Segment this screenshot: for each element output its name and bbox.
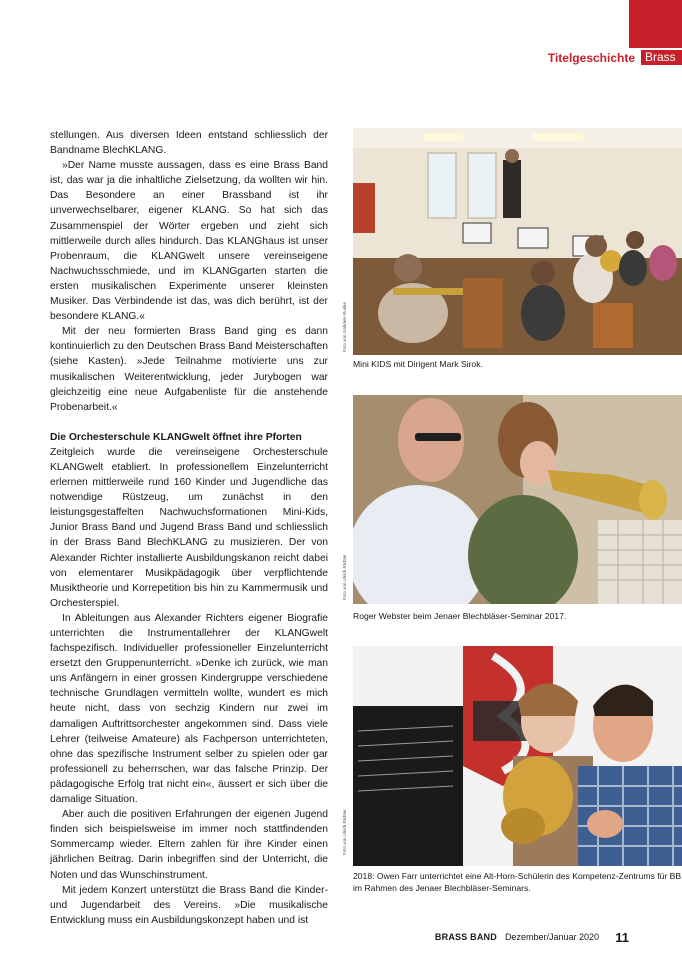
article-column (50, 128, 328, 928)
horn-lesson-illustration (353, 646, 682, 866)
rehearsal-illustration (353, 128, 682, 355)
magazine-name: BRASS BAND (434, 932, 497, 942)
photo-farr-lesson (353, 646, 682, 866)
photo-webster-seminar (353, 395, 682, 604)
article-paragraph: In Ableitungen aus Alexander Richters eigener Biografie unterrichten die Instrumentallehrer der KLANGwelt fachspezifisch. Individueller professioneller Einzelunterricht ersetzt den Gruppenunterricht. »Denke ich zurück, wie man uns Anfängern in einer grossen Kindergruppe verschiedene technische Grundlagen vermitteln wollte, wundert es mich heute nicht, dass von sechzig Kindern nur zwei im damaligen Auftrittsorchester angekommen sind. Dass viele Lehrer (teilweise Amateure) als Fachperson unterrichteten, ohne das spezifische Instrument selber zu spielen oder gar professionell zu beherrschen, war das falsche Prinzip. Der pädagogische Erfolg trat nicht ein«, äussert er sich über die damalige Situation. (50, 612, 328, 806)
article-paragraph: Mit jedem Konzert unterstützt die Brass Band die Kinder- und Jugendarbeit des Vereins. »Die musikalische Entwicklung muss ein Ausbildungskonzept haben und ist (50, 884, 328, 926)
trumpet-lesson-illustration (353, 395, 682, 604)
article-paragraph: Zeitgleich wurde die vereinseigene Orchesterschule KLANGwelt etabliert. In professionellem Einzelunterricht erlernen mittlerweile rund 160 Kinder und Jugendliche das notwendige Rüstzeug, um zunächst in den leistungsgestaffelten Nachwuchsformationen Mini-Kids, Junior Brass Band und Jugend Brass Band und schliesslich in der Brass Band BlechKLANG zu musizieren. Der von Alexander Richter installierte Ausbildungskanon reicht dabei von elementarer Musikpädagogik über verpflichtende Musiktheorie und Korrepetition bis hin zu Kammermusik und Orchesterspiel. (50, 446, 328, 609)
article-paragraph: Aber auch die positiven Erfahrungen der eigenen Jugend finden sich beispielsweise im immer noch stattfindenden Sommercamp wieder. Eltern zahlen für ihre Kinder einen jährlichen Beitrag. Darin inbegriffen sind der Unterricht, die Noten und das Wunschinstrument. (50, 809, 328, 881)
photo-caption-2: Roger Webster beim Jenaer Blechbläser-Seminar 2017. (353, 611, 567, 621)
section-header (548, 50, 682, 65)
photo-credit-1: Foto von Gabriele Runke (342, 301, 347, 352)
issue-date: Dezember/Januar 2020 (504, 932, 599, 942)
article-paragraphs-b (50, 445, 328, 928)
photo-credit-2: Foto von Ulrich Richter (342, 554, 347, 600)
article-paragraph: Mit der neu formierten Brass Band ging es dann kontinuierlich zu den Deutschen Brass Band Meisterschaften (siehe Kasten). »Jede Teilnahme motivierte uns zur musikalischen Weiterentwicklung, jeder Jurybogen war gleichzeitig eine neue Aufgabenliste für die anstehende Probenarbeit.« (50, 326, 328, 413)
photo-mini-kids-rehearsal (353, 128, 682, 355)
article-paragraphs-a (50, 128, 328, 415)
photo-caption-1: Mini KIDS mit Dirigent Mark Sirok. (353, 359, 483, 369)
photo-caption-3: 2018: Owen Farr unterrichtet eine Alt-Horn-Schülerin des Kompetenz-Zentrums für BB im Rahmen des Jenaer Blechbläser-Seminars. (353, 871, 682, 893)
article-paragraph: »Der Name musste aussagen, dass es eine Brass Band ist, das war ja die inhaltliche Zielsetzung, da wollten wir hin. Das Besondere an einer Brassband ist ihr unverwechselbarer, eigener KLANG. So hat sich das Zusammenspiel der Wörter ergeben und zieht sich mittlerweile durch alles hindurch. Das KLANGhaus ist unser Probenraum, die KLANGwelt unsere vereinseigene Nachwuchsschmiede, und im KLANGgarten starten die ersten musikalischen Experimente unserer kleinsten Musiker. Das Verbindende ist das, was dich berührt, ist der besondere KLANG.« (50, 160, 328, 323)
corner-accent-block (629, 0, 682, 48)
page-number: 11 (615, 930, 629, 945)
photo-credit-3: Foto von Ulrich Richter (342, 809, 347, 855)
article-subheading: Die Orchesterschule KLANGwelt öffnet ihre Pforten (50, 431, 302, 443)
rubric-tag: Brass (641, 50, 682, 65)
section-title: Titelgeschichte (547, 50, 635, 65)
page-footer (435, 932, 629, 942)
article-paragraph: stellungen. Aus diversen Ideen entstand schliesslich der Bandname BlechKLANG. (50, 130, 328, 157)
